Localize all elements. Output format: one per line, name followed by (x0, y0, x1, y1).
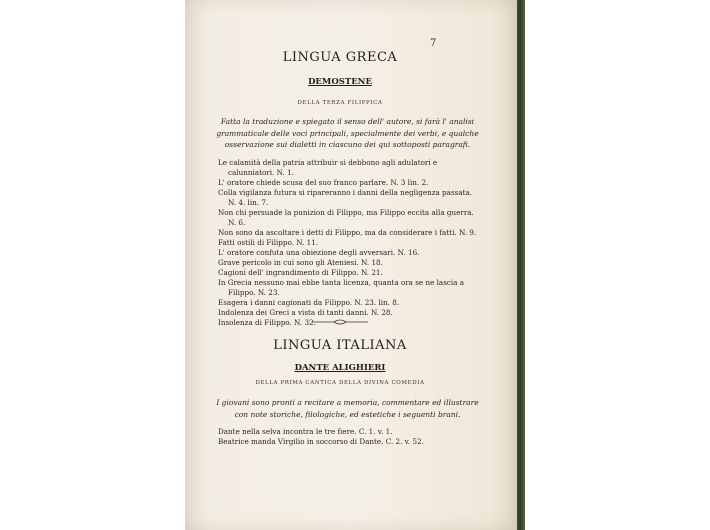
list-item: Indolenza dei Greci a vista di tanti danni. N. 28. (218, 308, 393, 317)
item-list-greek (218, 158, 480, 328)
work-title-greek: DELLA TERZA FILIPPICA (297, 100, 383, 106)
list-item: Non chi persuade la punizion di Filippo, ma Filippo eccita alla guerra. N. 6. (218, 208, 474, 227)
list-item: L' oratore chiede scusa del suo franco parlare. N. 3 lin. 2. (218, 178, 429, 187)
author-italian: DANTE ALIGHIERI (294, 363, 386, 373)
author-greek: DEMOSTENE (308, 77, 372, 87)
list-item: Insolenza di Filippo. N. 32. (218, 318, 316, 327)
list-item: L' oratore confuta una obiezione degli avversari. N. 16. (218, 248, 420, 257)
item-list-italian (218, 427, 480, 447)
list-item: Grave pericolo in cui sono gli Ateniesi. N. 18. (218, 258, 383, 267)
list-item: In Grecia nessuno mai ebbe tanta licenza, quanta ora se ne lascia a Filippo. N. 23. (218, 278, 465, 297)
work-title-italian: DELLA PRIMA CANTICA DELLA DIVINA COMEDIA (255, 380, 425, 386)
list-item: Non sono da ascoltare i detti di Filippo, ma da considerare i fatti. N. 9. (218, 228, 477, 237)
section-heading-italian: LINGUA ITALIANA (273, 338, 407, 353)
list-item: Cagioni dell' ingrandimento di Filippo. N. 21. (218, 268, 383, 277)
intro-italian: I giovani sono pronti a recitare a memoria, commentare ed illustrare con note storiche, filologiche, ed estetiche i seguenti brani. (216, 398, 479, 419)
list-item: Esagera i danni cagionati da Filippo. N. 23. lin. 8. (218, 298, 400, 307)
list-item: Beatrice manda Virgilio in soccorso di Dante. C. 2. v. 52. (218, 437, 424, 446)
list-item: Fatti ostili di Filippo. N. 11. (218, 238, 319, 247)
divider-ornament-icon (310, 318, 370, 326)
list-item: Colla vigilanza futura si ripareranno i danni della negligenza passata. N. 4. lin. 7. (218, 188, 473, 207)
list-item: Le calamità della patria attribuir si debbono agli adulatori e calunniatori. N. 1. (218, 158, 438, 177)
page-number: 7 (430, 38, 437, 49)
list-item: Dante nella selva incontra le tre fiere. C. 1. v. 1. (218, 427, 393, 436)
intro-greek: Fatta la traduzione e spiegato il senso dell' autore, si farà l' analisi grammaticale delle voci principali, specialmente dei verbi, e qualche osservazione sui dialetti in ciascuno dei qui sottoposti paragrafi. (216, 117, 479, 149)
section-heading-greek: LINGUA GRECA (282, 50, 398, 65)
